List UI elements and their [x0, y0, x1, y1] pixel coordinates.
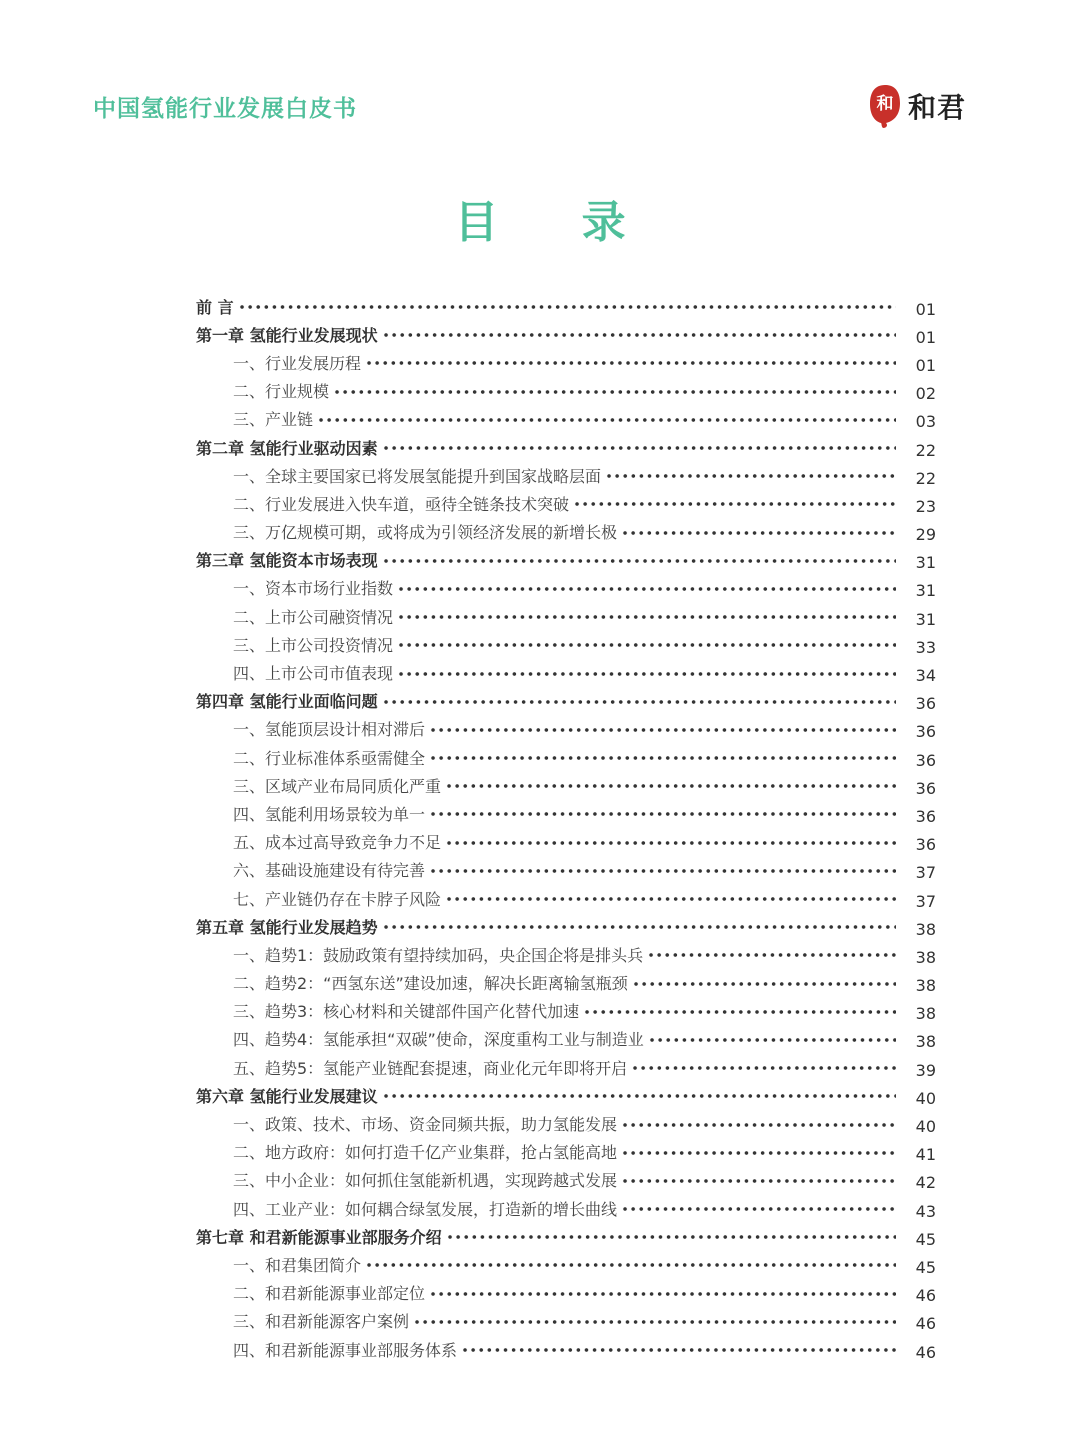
toc-section-row[interactable] [196, 348, 936, 376]
toc-section-row[interactable] [196, 940, 936, 968]
dot-leader [429, 869, 896, 873]
toc-page-number: 38 [915, 947, 936, 967]
toc-page-number: 31 [915, 609, 936, 629]
toc-section-row[interactable] [196, 799, 936, 827]
dot-leader [632, 982, 896, 986]
seal-char: 和 [876, 94, 894, 114]
logo-text: 和君 [908, 91, 967, 124]
toc-page-number: 42 [915, 1173, 936, 1193]
toc-page-number: 38 [915, 976, 936, 996]
toc-entry-label: 五、趋势5：氢能产业链配套提速，商业化元年即将开启 [233, 1058, 628, 1078]
toc-entry-label: 五、成本过高导致竞争力不足 [233, 833, 442, 853]
toc-section-row[interactable] [196, 630, 936, 658]
toc-section-row[interactable] [196, 884, 936, 912]
toc-entry-label: 二、地方政府：如何打造千亿产业集群，抢占氢能高地 [233, 1143, 618, 1163]
toc-entry-label: 四、上市公司市值表现 [233, 664, 394, 684]
toc-page-number: 46 [915, 1314, 936, 1334]
toc-entry-label: 四、工业产业：如何耦合绿氢发展，打造新的增长曲线 [233, 1199, 618, 1219]
toc-section-row[interactable] [196, 461, 936, 489]
toc-entry-label: 前 言 [196, 297, 234, 317]
toc-section-row[interactable] [196, 1307, 936, 1335]
toc-entry-label: 第五章 氢能行业发展趋势 [196, 917, 378, 937]
dot-leader [631, 1066, 896, 1070]
dot-leader [397, 643, 896, 647]
dot-leader [382, 333, 896, 337]
toc-entry-label: 三、区域产业布局同质化严重 [233, 776, 442, 796]
toc-entry-label: 一、政策、技术、市场、资金同频共振，助力氢能发展 [233, 1115, 618, 1135]
toc-page-number: 36 [915, 722, 936, 742]
toc-page-number: 37 [915, 891, 936, 911]
toc-entry-label: 四、趋势4：氢能承担“双碳”使命，深度重构工业与制造业 [233, 1030, 644, 1050]
toc-section-row[interactable] [196, 743, 936, 771]
toc-entry-label: 四、氢能利用场景较为单一 [233, 804, 426, 824]
toc-page-number: 34 [915, 666, 936, 686]
dot-leader [429, 756, 896, 760]
toc-chapter-row[interactable] [196, 292, 936, 320]
dot-leader [397, 587, 896, 591]
dot-leader [621, 1151, 896, 1155]
toc-page-number: 36 [915, 694, 936, 714]
toc-heading: 目 录 [454, 197, 660, 248]
toc-entry-label: 一、行业发展历程 [233, 353, 362, 373]
toc-section-row[interactable] [196, 489, 936, 517]
toc-entry-label: 第四章 氢能行业面临问题 [196, 692, 378, 712]
toc-page-number: 31 [915, 553, 936, 573]
toc-section-row[interactable] [196, 1279, 936, 1307]
toc-page-number: 45 [915, 1229, 936, 1249]
toc-page-number: 36 [915, 750, 936, 770]
toc-page-number: 40 [915, 1088, 936, 1108]
dot-leader [461, 1348, 896, 1352]
toc-section-row[interactable] [196, 1335, 936, 1363]
toc-chapter-row[interactable] [196, 1222, 936, 1250]
toc-entry-label: 三、产业链 [233, 410, 314, 430]
toc-chapter-row[interactable] [196, 912, 936, 940]
dot-leader [648, 1038, 896, 1042]
toc-section-row[interactable] [196, 856, 936, 884]
toc-page-number: 22 [915, 468, 936, 488]
dot-leader [446, 1235, 896, 1239]
toc-section-row[interactable] [196, 574, 936, 602]
toc-entry-label: 二、上市公司融资情况 [233, 607, 394, 627]
dot-leader [429, 1292, 896, 1296]
dot-leader [429, 728, 896, 732]
toc-page-number: 02 [915, 384, 936, 404]
toc-chapter-row[interactable] [196, 687, 936, 715]
toc-page-number: 29 [915, 525, 936, 545]
toc-section-row[interactable] [196, 1250, 936, 1278]
toc-entry-label: 三、中小企业：如何抓住氢能新机遇，实现跨越式发展 [233, 1171, 618, 1191]
toc-page-number: 36 [915, 806, 936, 826]
toc-entry-label: 三、和君新能源客户案例 [233, 1312, 410, 1332]
dot-leader [605, 474, 896, 478]
toc-chapter-row[interactable] [196, 1081, 936, 1109]
toc-page-number: 01 [915, 355, 936, 375]
toc-page-number: 23 [915, 496, 936, 516]
dot-leader [621, 1207, 896, 1211]
toc-entry-label: 二、趋势2：“西氢东送”建设加速，解决长距离输氢瓶颈 [233, 974, 628, 994]
dot-leader [621, 1179, 896, 1183]
toc-section-row[interactable] [196, 377, 936, 405]
toc-entry-label: 一、资本市场行业指数 [233, 579, 394, 599]
dot-leader [573, 502, 896, 506]
toc-page-number: 31 [915, 581, 936, 601]
dot-leader [365, 1263, 896, 1267]
dot-leader [382, 1094, 896, 1098]
brand-logo [868, 80, 966, 132]
toc-page-number: 46 [915, 1342, 936, 1362]
toc-entry-label: 第七章 和君新能源事业部服务介绍 [196, 1227, 442, 1247]
dot-leader [382, 446, 896, 450]
toc-entry-label: 三、万亿规模可期，或将成为引领经济发展的新增长极 [233, 523, 618, 543]
toc-entry-label: 第一章 氢能行业发展现状 [196, 325, 378, 345]
table-of-contents [196, 292, 936, 1363]
toc-section-row[interactable] [196, 602, 936, 630]
toc-entry-label: 二、行业标准体系亟需健全 [233, 748, 426, 768]
toc-section-row[interactable] [196, 1109, 936, 1137]
dot-leader [621, 531, 896, 535]
toc-page-number: 38 [915, 1004, 936, 1024]
toc-entry-label: 一、趋势1：鼓励政策有望持续加码，央企国企将是排头兵 [233, 945, 644, 965]
dot-leader [397, 672, 896, 676]
toc-section-row[interactable] [196, 828, 936, 856]
dot-leader [382, 925, 896, 929]
toc-page-number: 39 [915, 1060, 936, 1080]
toc-entry-label: 六、基础设施建设有待完善 [233, 861, 426, 881]
toc-entry-label: 三、趋势3：核心材料和关键部件国产化替代加速 [233, 1002, 580, 1022]
dot-leader [333, 390, 896, 394]
toc-page-number: 01 [915, 299, 936, 319]
toc-section-row[interactable] [196, 658, 936, 686]
toc-chapter-row[interactable] [196, 320, 936, 348]
toc-section-row[interactable] [196, 997, 936, 1025]
toc-section-row[interactable] [196, 1194, 936, 1222]
toc-section-row[interactable] [196, 1138, 936, 1166]
toc-entry-label: 第三章 氢能资本市场表现 [196, 551, 378, 571]
toc-section-row[interactable] [196, 405, 936, 433]
toc-page-number: 37 [915, 863, 936, 883]
dot-leader [445, 784, 896, 788]
toc-section-row[interactable] [196, 1166, 936, 1194]
toc-page-number: 38 [915, 919, 936, 939]
report-title: 中国氢能行业发展白皮书 [93, 96, 357, 122]
dot-leader [365, 361, 896, 365]
toc-page-number: 36 [915, 835, 936, 855]
toc-page-number: 03 [915, 412, 936, 432]
dot-leader [317, 418, 896, 422]
toc-entry-label: 二、行业规模 [233, 382, 330, 402]
toc-entry-label: 七、产业链仍存在卡脖子风险 [233, 889, 442, 909]
toc-page-number: 45 [915, 1257, 936, 1277]
dot-leader [413, 1320, 896, 1324]
toc-section-row[interactable] [196, 715, 936, 743]
toc-page-number: 43 [915, 1201, 936, 1221]
toc-entry-label: 三、上市公司投资情况 [233, 635, 394, 655]
toc-page-number: 01 [915, 327, 936, 347]
seal-icon [868, 83, 902, 129]
dot-leader [397, 615, 896, 619]
toc-entry-label: 一、和君集团简介 [233, 1255, 362, 1275]
toc-entry-label: 二、和君新能源事业部定位 [233, 1284, 426, 1304]
toc-section-row[interactable] [196, 771, 936, 799]
dot-leader [445, 897, 896, 901]
dot-leader [382, 700, 896, 704]
dot-leader [445, 841, 896, 845]
toc-page-number: 36 [915, 778, 936, 798]
toc-chapter-row[interactable] [196, 546, 936, 574]
dot-leader [429, 812, 896, 816]
toc-entry-label: 一、氢能顶层设计相对滞后 [233, 720, 426, 740]
toc-section-row[interactable] [196, 1025, 936, 1053]
dot-leader [621, 1123, 896, 1127]
toc-page-number: 22 [915, 440, 936, 460]
toc-chapter-row[interactable] [196, 433, 936, 461]
toc-section-row[interactable] [196, 518, 936, 546]
toc-entry-label: 第二章 氢能行业驱动因素 [196, 438, 378, 458]
toc-page-number: 33 [915, 637, 936, 657]
toc-section-row[interactable] [196, 969, 936, 997]
toc-entry-label: 第六章 氢能行业发展建议 [196, 1086, 378, 1106]
toc-entry-label: 一、全球主要国家已将发展氢能提升到国家战略层面 [233, 466, 602, 486]
toc-page-number: 38 [915, 1032, 936, 1052]
dot-leader [382, 559, 896, 563]
toc-page-number: 41 [915, 1145, 936, 1165]
toc-entry-label: 二、行业发展进入快车道，亟待全链条技术突破 [233, 494, 570, 514]
toc-section-row[interactable] [196, 1053, 936, 1081]
dot-leader [583, 1010, 896, 1014]
dot-leader [647, 953, 896, 957]
toc-page-number: 40 [915, 1117, 936, 1137]
toc-entry-label: 四、和君新能源事业部服务体系 [233, 1340, 458, 1360]
toc-page-number: 46 [915, 1286, 936, 1306]
dot-leader [238, 305, 896, 309]
